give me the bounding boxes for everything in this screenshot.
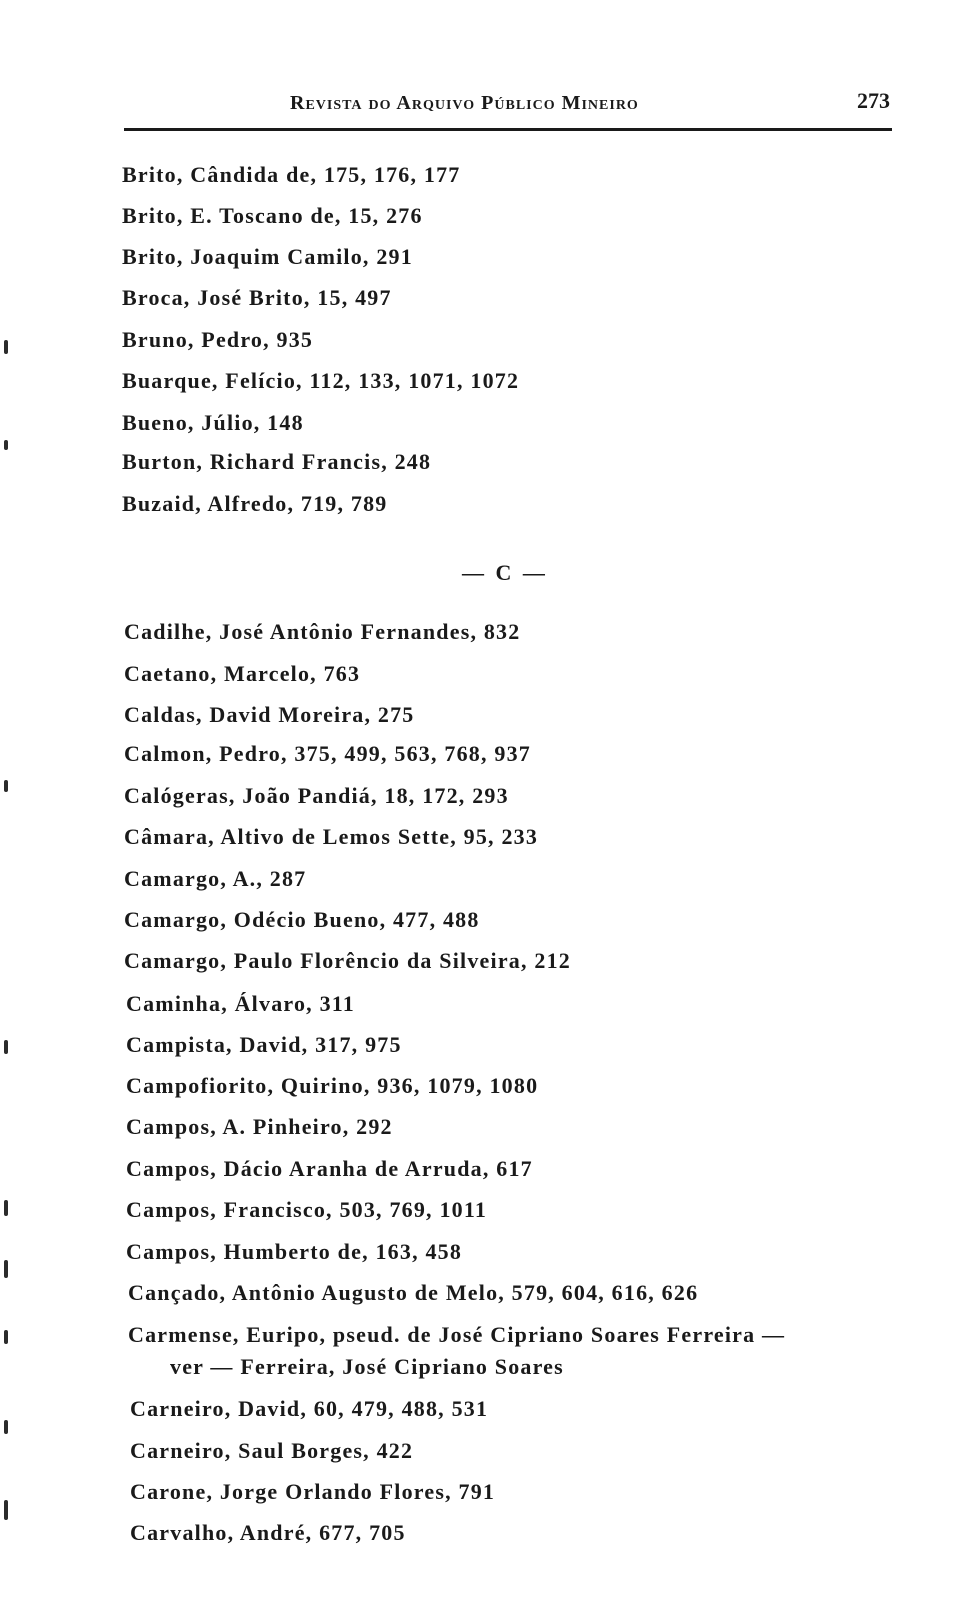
- index-entry: Bruno, Pedro, 935: [122, 327, 314, 352]
- page-number: 273: [857, 88, 890, 113]
- scan-mark: [4, 440, 8, 450]
- index-entry: Câmara, Altivo de Lemos Sette, 95, 233: [124, 824, 539, 849]
- index-entry: Campos, Humberto de, 163, 458: [126, 1239, 463, 1264]
- index-entry: Carneiro, Saul Borges, 422: [130, 1438, 414, 1463]
- index-entry-continuation: ver — Ferreira, José Cipriano Soares: [170, 1354, 564, 1379]
- scan-mark: [4, 1420, 8, 1434]
- scan-mark: [4, 1200, 8, 1216]
- index-entry: Campista, David, 317, 975: [126, 1032, 402, 1057]
- section-letter: — C —: [462, 560, 548, 585]
- index-entry: Carneiro, David, 60, 479, 488, 531: [130, 1396, 489, 1421]
- index-entry: Brito, Cândida de, 175, 176, 177: [122, 162, 461, 187]
- index-entry: Brito, E. Toscano de, 15, 276: [122, 203, 423, 228]
- index-entry: Campos, Francisco, 503, 769, 1011: [126, 1197, 488, 1222]
- index-entry: Camargo, Odécio Bueno, 477, 488: [124, 907, 480, 932]
- scan-mark: [4, 780, 8, 792]
- index-entry: Broca, José Brito, 15, 497: [122, 285, 392, 310]
- index-entry: Campos, A. Pinheiro, 292: [126, 1114, 393, 1139]
- scan-mark: [4, 1040, 8, 1054]
- index-entry: Campos, Dácio Aranha de Arruda, 617: [126, 1156, 533, 1181]
- index-entry: Carvalho, André, 677, 705: [130, 1520, 406, 1545]
- index-entry-line: Carmense, Euripo, pseud. de José Cipriano Soares Ferreira —: [128, 1322, 786, 1347]
- index-entry: Campofiorito, Quirino, 936, 1079, 1080: [126, 1073, 539, 1098]
- scan-mark: [4, 1260, 8, 1278]
- index-entry: Calógeras, João Pandiá, 18, 172, 293: [124, 783, 509, 808]
- index-entry: Cançado, Antônio Augusto de Melo, 579, 604, 616, 626: [128, 1280, 699, 1305]
- index-entry: Caetano, Marcelo, 763: [124, 661, 361, 686]
- index-entry: Burton, Richard Francis, 248: [122, 449, 432, 474]
- index-entry: Camargo, Paulo Florêncio da Silveira, 212: [124, 948, 571, 973]
- index-entry: Buarque, Felício, 112, 133, 1071, 1072: [122, 368, 520, 393]
- index-entry: Carone, Jorge Orlando Flores, 791: [130, 1479, 496, 1504]
- index-entry: Buzaid, Alfredo, 719, 789: [122, 491, 388, 516]
- index-entry: Caminha, Álvaro, 311: [126, 991, 355, 1016]
- index-entry: Caldas, David Moreira, 275: [124, 702, 415, 727]
- running-title: Revista do Arquivo Público Mineiro: [290, 92, 639, 114]
- index-entry: Brito, Joaquim Camilo, 291: [122, 244, 413, 269]
- index-entry: Bueno, Júlio, 148: [122, 410, 304, 435]
- index-entry: Calmon, Pedro, 375, 499, 563, 768, 937: [124, 741, 531, 766]
- index-entry: Camargo, A., 287: [124, 866, 307, 891]
- index-entry: Cadilhe, José Antônio Fernandes, 832: [124, 619, 521, 644]
- scan-mark: [4, 1500, 8, 1520]
- scan-margin-marks: [0, 320, 18, 1580]
- scan-mark: [4, 1330, 8, 1344]
- scan-mark: [4, 340, 8, 354]
- index-entry-multiline: [128, 1319, 785, 1383]
